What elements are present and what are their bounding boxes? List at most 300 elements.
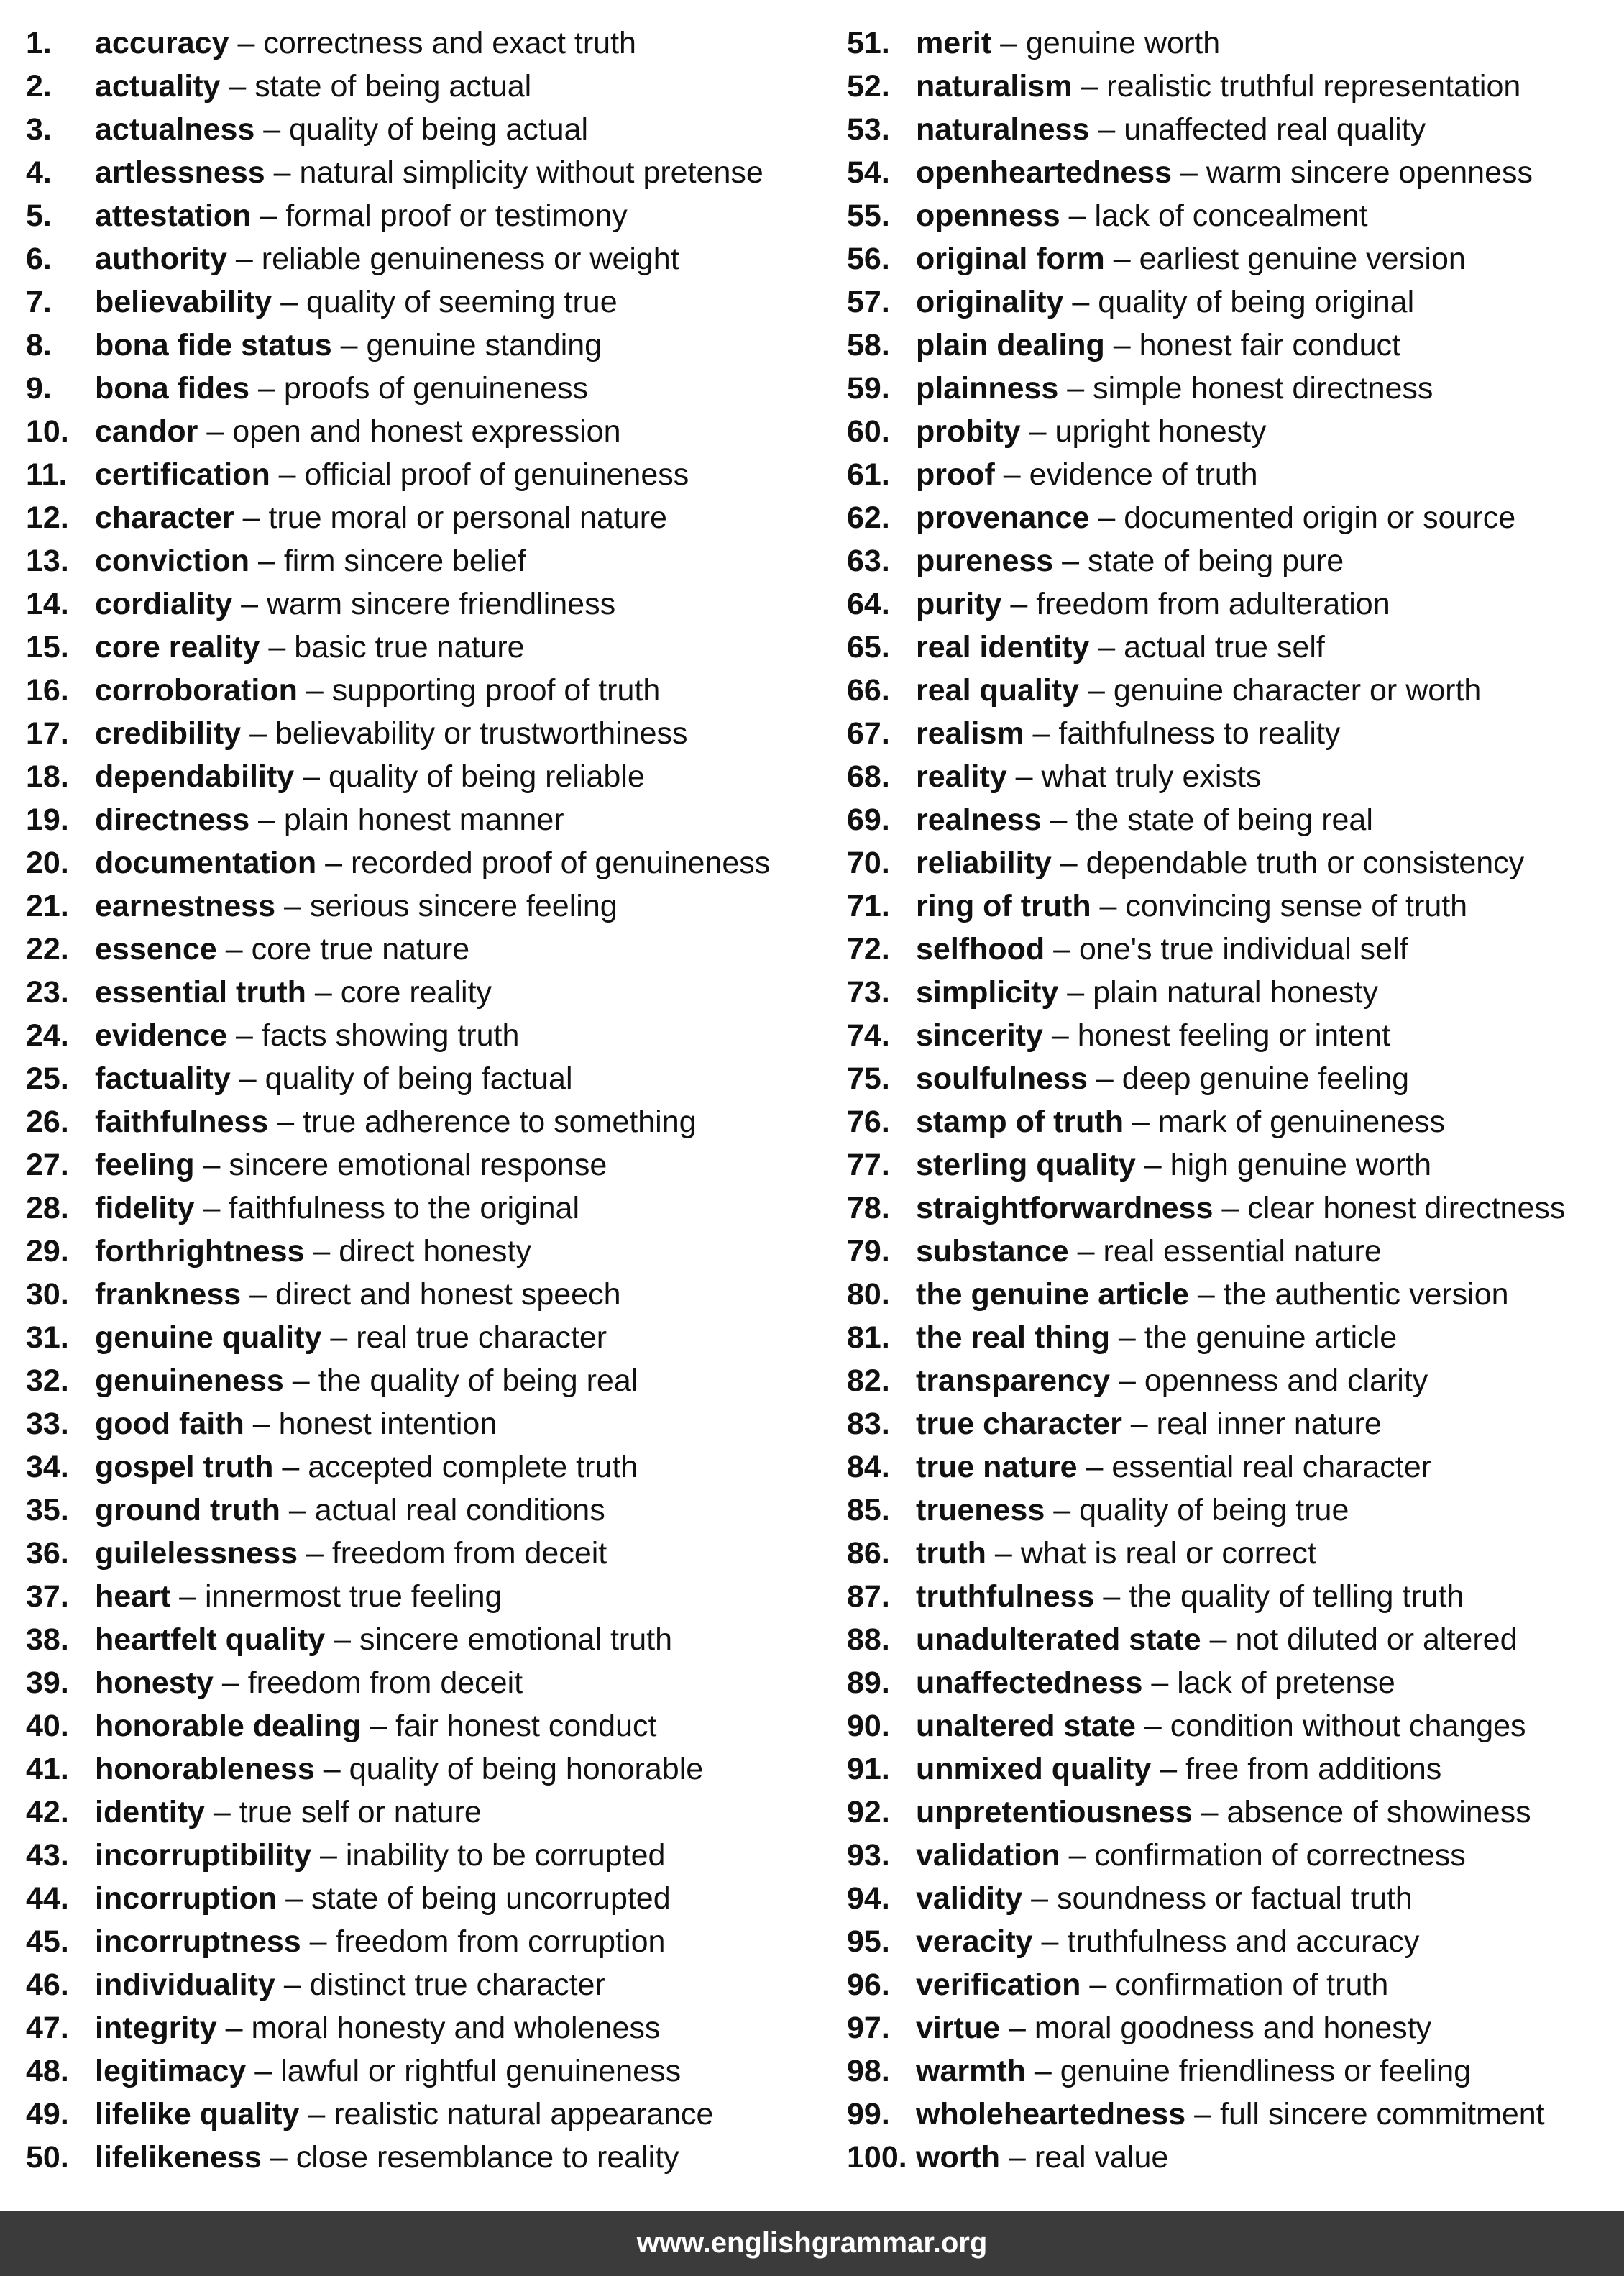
list-item bbox=[26, 108, 831, 151]
item-definition: correctness and exact truth bbox=[263, 26, 636, 60]
item-term: corroboration bbox=[95, 673, 298, 708]
item-definition: full sincere commitment bbox=[1220, 2097, 1545, 2131]
item-definition: real inner nature bbox=[1156, 1407, 1382, 1441]
item-number: 3. bbox=[26, 112, 52, 147]
item-term: the genuine article bbox=[916, 1277, 1189, 1312]
item-definition: high genuine worth bbox=[1170, 1148, 1432, 1182]
list-item bbox=[26, 1489, 831, 1532]
item-term: validation bbox=[916, 1838, 1060, 1873]
item-term: merit bbox=[916, 26, 992, 60]
list-item bbox=[847, 1359, 1616, 1402]
item-term: proof bbox=[916, 457, 995, 492]
item-term: actuality bbox=[95, 69, 221, 104]
item-separator: – bbox=[204, 1795, 239, 1829]
item-separator: – bbox=[1020, 414, 1055, 449]
item-definition: state of being actual bbox=[254, 69, 532, 104]
item-number: 15. bbox=[26, 630, 69, 664]
item-definition: reliable genuineness or weight bbox=[261, 242, 679, 276]
list-item bbox=[26, 194, 831, 237]
item-definition: faithfulness to the original bbox=[229, 1191, 580, 1225]
item-term: guilelessness bbox=[95, 1536, 298, 1571]
item-separator: – bbox=[1110, 1363, 1144, 1398]
item-term: unaffectedness bbox=[916, 1665, 1143, 1700]
item-definition: freedom from deceit bbox=[331, 1536, 607, 1571]
item-separator: – bbox=[261, 2140, 296, 2175]
item-number: 64. bbox=[847, 587, 890, 621]
list-item bbox=[847, 1100, 1616, 1143]
item-definition: serious sincere feeling bbox=[309, 889, 618, 923]
item-definition: confirmation of correctness bbox=[1094, 1838, 1466, 1873]
list-item bbox=[26, 1877, 831, 1920]
item-definition: quality of being actual bbox=[289, 112, 589, 147]
item-number: 38. bbox=[26, 1622, 69, 1657]
item-definition: free from additions bbox=[1185, 1752, 1442, 1786]
item-term: essential truth bbox=[95, 975, 306, 1010]
item-term: incorruptibility bbox=[95, 1838, 311, 1873]
item-separator: – bbox=[1060, 198, 1095, 233]
item-separator: – bbox=[294, 759, 329, 794]
item-term: gospel truth bbox=[95, 1450, 274, 1484]
item-number: 8. bbox=[26, 328, 52, 362]
item-definition: freedom from corruption bbox=[335, 1924, 666, 1959]
list-item bbox=[847, 755, 1616, 798]
item-number: 91. bbox=[847, 1752, 890, 1786]
item-definition: direct and honest speech bbox=[275, 1277, 621, 1312]
item-term: certification bbox=[95, 457, 270, 492]
list-item bbox=[847, 712, 1616, 755]
list-item bbox=[847, 1661, 1616, 1704]
item-number: 7. bbox=[26, 285, 52, 319]
item-term: fidelity bbox=[95, 1191, 195, 1225]
item-term: validity bbox=[916, 1881, 1023, 1916]
item-definition: natural simplicity without pretense bbox=[299, 155, 763, 190]
item-number: 80. bbox=[847, 1277, 890, 1312]
item-definition: essential real character bbox=[1111, 1450, 1431, 1484]
list-item bbox=[26, 1316, 831, 1359]
item-definition: core true nature bbox=[251, 932, 470, 966]
item-separator: – bbox=[1087, 1061, 1122, 1096]
item-separator: – bbox=[1151, 1752, 1186, 1786]
item-term: substance bbox=[916, 1234, 1069, 1269]
item-separator: – bbox=[316, 846, 351, 880]
list-item bbox=[847, 841, 1616, 885]
item-number: 82. bbox=[847, 1363, 890, 1398]
item-term: honorableness bbox=[95, 1752, 315, 1786]
item-term: feeling bbox=[95, 1148, 195, 1182]
item-number: 63. bbox=[847, 544, 890, 578]
list-item bbox=[847, 1791, 1616, 1834]
item-term: earnestness bbox=[95, 889, 275, 923]
item-number: 5. bbox=[26, 198, 52, 233]
item-definition: facts showing truth bbox=[261, 1018, 520, 1053]
item-separator: – bbox=[1001, 587, 1037, 621]
item-definition: formal proof or testimony bbox=[285, 198, 628, 233]
list-item bbox=[847, 1704, 1616, 1747]
item-term: soulfulness bbox=[916, 1061, 1088, 1096]
item-separator: – bbox=[1022, 1881, 1057, 1916]
item-number: 100. bbox=[847, 2140, 907, 2175]
item-term: the real thing bbox=[916, 1320, 1110, 1355]
item-number: 72. bbox=[847, 932, 890, 966]
item-definition: not diluted or altered bbox=[1235, 1622, 1518, 1657]
item-number: 76. bbox=[847, 1105, 890, 1139]
item-term: reality bbox=[916, 759, 1007, 794]
item-number: 99. bbox=[847, 2097, 890, 2131]
item-definition: real true character bbox=[356, 1320, 607, 1355]
item-term: provenance bbox=[916, 501, 1090, 535]
item-separator: – bbox=[1081, 1967, 1116, 2002]
list-item bbox=[847, 971, 1616, 1014]
item-number: 56. bbox=[847, 242, 890, 276]
item-number: 75. bbox=[847, 1061, 890, 1096]
item-separator: – bbox=[1025, 2054, 1060, 2088]
item-separator: – bbox=[1041, 803, 1076, 837]
item-number: 54. bbox=[847, 155, 890, 190]
item-separator: – bbox=[1042, 1018, 1078, 1053]
item-term: trueness bbox=[916, 1493, 1045, 1527]
item-number: 84. bbox=[847, 1450, 890, 1484]
item-number: 35. bbox=[26, 1493, 69, 1527]
item-number: 25. bbox=[26, 1061, 69, 1096]
item-separator: – bbox=[194, 1191, 229, 1225]
list-item bbox=[26, 2006, 831, 2049]
item-term: reliability bbox=[916, 846, 1052, 880]
item-term: simplicity bbox=[916, 975, 1059, 1010]
item-term: verification bbox=[916, 1967, 1081, 2002]
item-number: 23. bbox=[26, 975, 69, 1010]
item-definition: moral honesty and wholeness bbox=[251, 2011, 661, 2045]
item-number: 86. bbox=[847, 1536, 890, 1571]
item-separator: – bbox=[321, 1320, 357, 1355]
item-term: genuineness bbox=[95, 1363, 284, 1398]
item-number: 40. bbox=[26, 1709, 69, 1743]
list-item bbox=[26, 324, 831, 367]
list-item bbox=[847, 1445, 1616, 1489]
item-separator: – bbox=[1051, 846, 1086, 880]
item-separator: – bbox=[1000, 2011, 1035, 2045]
item-definition: genuine friendliness or feeling bbox=[1060, 2054, 1472, 2088]
item-number: 61. bbox=[847, 457, 890, 492]
item-term: factuality bbox=[95, 1061, 231, 1096]
item-separator: – bbox=[198, 414, 233, 449]
item-separator: – bbox=[1060, 1838, 1095, 1873]
item-term: probity bbox=[916, 414, 1021, 449]
item-definition: state of being pure bbox=[1088, 544, 1344, 578]
item-number: 51. bbox=[847, 26, 890, 60]
item-separator: – bbox=[249, 544, 284, 578]
item-number: 24. bbox=[26, 1018, 69, 1053]
item-definition: quality of seeming true bbox=[306, 285, 618, 319]
item-number: 70. bbox=[847, 846, 890, 880]
item-number: 48. bbox=[26, 2054, 69, 2088]
item-term: real quality bbox=[916, 673, 1080, 708]
item-number: 68. bbox=[847, 759, 890, 794]
item-term: originality bbox=[916, 285, 1064, 319]
item-number: 11. bbox=[26, 457, 68, 492]
item-number: 9. bbox=[26, 371, 52, 406]
item-separator: – bbox=[268, 1105, 303, 1139]
item-definition: evidence of truth bbox=[1029, 457, 1258, 492]
item-separator: – bbox=[1185, 2097, 1220, 2131]
item-number: 57. bbox=[847, 285, 890, 319]
item-separator: – bbox=[1121, 1407, 1157, 1441]
list-item bbox=[26, 1230, 831, 1273]
item-term: straightforwardness bbox=[916, 1191, 1214, 1225]
item-separator: – bbox=[1192, 1795, 1227, 1829]
list-item bbox=[26, 1704, 831, 1747]
list-item bbox=[847, 1316, 1616, 1359]
item-term: identity bbox=[95, 1795, 205, 1829]
list-item bbox=[26, 237, 831, 280]
item-definition: realistic truthful representation bbox=[1106, 69, 1521, 104]
item-separator: – bbox=[1045, 932, 1079, 966]
item-separator: – bbox=[1053, 544, 1088, 578]
item-definition: moral goodness and honesty bbox=[1034, 2011, 1432, 2045]
list-item bbox=[26, 1187, 831, 1230]
list-item bbox=[847, 1230, 1616, 1273]
list-item bbox=[847, 1618, 1616, 1661]
list-item bbox=[26, 971, 831, 1014]
list-item bbox=[26, 755, 831, 798]
list-item bbox=[847, 2006, 1616, 2049]
list-item bbox=[847, 1273, 1616, 1316]
word-list-left-column bbox=[26, 22, 831, 2179]
item-number: 96. bbox=[847, 1967, 890, 2002]
item-definition: true adherence to something bbox=[303, 1105, 697, 1139]
item-term: good faith bbox=[95, 1407, 244, 1441]
item-number: 94. bbox=[847, 1881, 890, 1916]
item-number: 33. bbox=[26, 1407, 69, 1441]
list-item bbox=[847, 453, 1616, 496]
list-item bbox=[26, 1273, 831, 1316]
item-separator: – bbox=[249, 803, 284, 837]
item-separator: – bbox=[260, 630, 295, 664]
item-term: character bbox=[95, 501, 234, 535]
item-number: 65. bbox=[847, 630, 890, 664]
footer-website-text: www.englishgrammar.org bbox=[636, 2227, 988, 2259]
item-term: selfhood bbox=[916, 932, 1045, 966]
list-item bbox=[847, 1014, 1616, 1057]
item-definition: accepted complete truth bbox=[308, 1450, 638, 1484]
list-item bbox=[26, 22, 831, 65]
item-separator: – bbox=[301, 1924, 336, 1959]
item-definition: warm sincere friendliness bbox=[266, 587, 616, 621]
item-term: true nature bbox=[916, 1450, 1078, 1484]
item-separator: – bbox=[194, 1148, 229, 1182]
item-separator: – bbox=[1104, 328, 1139, 362]
item-definition: real value bbox=[1034, 2140, 1169, 2175]
item-definition: plain honest manner bbox=[283, 803, 564, 837]
item-definition: innermost true feeling bbox=[204, 1579, 503, 1614]
item-number: 43. bbox=[26, 1838, 69, 1873]
item-term: individuality bbox=[95, 1967, 275, 2002]
item-definition: openness and clarity bbox=[1144, 1363, 1428, 1398]
item-separator: – bbox=[277, 1881, 312, 1916]
item-separator: – bbox=[1089, 112, 1124, 147]
word-list-right-column bbox=[847, 22, 1616, 2179]
item-separator: – bbox=[299, 2097, 334, 2131]
item-number: 88. bbox=[847, 1622, 890, 1657]
item-term: believability bbox=[95, 285, 272, 319]
item-separator: – bbox=[986, 1536, 1021, 1571]
item-separator: – bbox=[314, 1752, 349, 1786]
item-number: 87. bbox=[847, 1579, 890, 1614]
item-term: naturalness bbox=[916, 112, 1090, 147]
item-number: 59. bbox=[847, 371, 890, 406]
list-item bbox=[847, 885, 1616, 928]
item-definition: true moral or personal nature bbox=[268, 501, 667, 535]
item-definition: real essential nature bbox=[1103, 1234, 1382, 1269]
item-definition: quality of being reliable bbox=[328, 759, 645, 794]
item-number: 22. bbox=[26, 932, 69, 966]
item-definition: firm sincere belief bbox=[283, 544, 526, 578]
list-item bbox=[847, 280, 1616, 324]
list-item bbox=[847, 582, 1616, 626]
list-item bbox=[26, 841, 831, 885]
item-definition: warm sincere openness bbox=[1206, 155, 1533, 190]
item-number: 14. bbox=[26, 587, 69, 621]
item-definition: lawful or rightful genuineness bbox=[280, 2054, 682, 2088]
item-term: honesty bbox=[95, 1665, 214, 1700]
item-definition: unaffected real quality bbox=[1124, 112, 1426, 147]
item-separator: – bbox=[994, 457, 1029, 492]
item-term: integrity bbox=[95, 2011, 217, 2045]
item-separator: – bbox=[1000, 2140, 1035, 2175]
item-separator: – bbox=[304, 1234, 339, 1269]
list-item bbox=[847, 1143, 1616, 1187]
item-definition: dependable truth or consistency bbox=[1086, 846, 1525, 880]
item-term: realness bbox=[916, 803, 1042, 837]
item-number: 45. bbox=[26, 1924, 69, 1959]
item-definition: proofs of genuineness bbox=[283, 371, 588, 406]
item-definition: open and honest expression bbox=[232, 414, 621, 449]
item-definition: the quality of being real bbox=[318, 1363, 638, 1398]
item-separator: – bbox=[991, 26, 1026, 60]
item-separator: – bbox=[241, 1277, 275, 1312]
item-separator: – bbox=[1058, 975, 1093, 1010]
item-number: 74. bbox=[847, 1018, 890, 1053]
item-definition: truthfulness and accuracy bbox=[1067, 1924, 1420, 1959]
list-item bbox=[847, 22, 1616, 65]
item-separator: – bbox=[1058, 371, 1093, 406]
list-item bbox=[26, 798, 831, 841]
list-item bbox=[847, 626, 1616, 669]
item-term: bona fide status bbox=[95, 328, 332, 362]
item-separator: – bbox=[1089, 501, 1124, 535]
item-definition: quality of being factual bbox=[265, 1061, 573, 1096]
item-definition: quality of being original bbox=[1098, 285, 1415, 319]
item-term: sincerity bbox=[916, 1018, 1043, 1053]
item-number: 98. bbox=[847, 2054, 890, 2088]
item-definition: earliest genuine version bbox=[1139, 242, 1466, 276]
item-number: 47. bbox=[26, 2011, 69, 2045]
item-definition: honest feeling or intent bbox=[1077, 1018, 1390, 1053]
item-term: candor bbox=[95, 414, 198, 449]
item-number: 1. bbox=[26, 26, 52, 60]
list-item bbox=[847, 669, 1616, 712]
item-definition: the state of being real bbox=[1075, 803, 1373, 837]
item-separator: – bbox=[1006, 759, 1042, 794]
list-item bbox=[26, 1747, 831, 1791]
list-item bbox=[847, 798, 1616, 841]
list-item bbox=[847, 2093, 1616, 2136]
list-item bbox=[26, 151, 831, 194]
item-term: essence bbox=[95, 932, 217, 966]
item-number: 95. bbox=[847, 1924, 890, 1959]
item-number: 41. bbox=[26, 1752, 69, 1786]
item-separator: – bbox=[229, 26, 264, 60]
item-definition: honest fair conduct bbox=[1139, 328, 1400, 362]
list-item bbox=[26, 1143, 831, 1187]
list-item bbox=[26, 1445, 831, 1489]
item-number: 92. bbox=[847, 1795, 890, 1829]
item-term: plain dealing bbox=[916, 328, 1105, 362]
item-term: attestation bbox=[95, 198, 252, 233]
list-item bbox=[847, 324, 1616, 367]
list-item bbox=[847, 108, 1616, 151]
item-term: incorruption bbox=[95, 1881, 277, 1916]
item-number: 79. bbox=[847, 1234, 890, 1269]
item-definition: freedom from adulteration bbox=[1036, 587, 1390, 621]
list-item bbox=[26, 1100, 831, 1143]
item-term: forthrightness bbox=[95, 1234, 305, 1269]
item-term: evidence bbox=[95, 1018, 228, 1053]
list-item bbox=[847, 2136, 1616, 2179]
item-definition: genuine standing bbox=[366, 328, 602, 362]
item-definition: basic true nature bbox=[294, 630, 525, 664]
item-number: 34. bbox=[26, 1450, 69, 1484]
item-definition: genuine worth bbox=[1025, 26, 1221, 60]
item-number: 55. bbox=[847, 198, 890, 233]
item-definition: actual true self bbox=[1124, 630, 1325, 664]
item-term: artlessness bbox=[95, 155, 265, 190]
item-term: plainness bbox=[916, 371, 1059, 406]
item-definition: recorded proof of genuineness bbox=[350, 846, 771, 880]
item-term: incorruptness bbox=[95, 1924, 301, 1959]
list-item bbox=[26, 712, 831, 755]
item-number: 20. bbox=[26, 846, 69, 880]
item-separator: – bbox=[1089, 630, 1124, 664]
list-item bbox=[847, 194, 1616, 237]
item-term: openheartedness bbox=[916, 155, 1173, 190]
item-definition: one's true individual self bbox=[1078, 932, 1408, 966]
item-definition: lack of concealment bbox=[1094, 198, 1368, 233]
item-term: realism bbox=[916, 716, 1024, 751]
item-term: ring of truth bbox=[916, 889, 1091, 923]
item-number: 6. bbox=[26, 242, 52, 276]
item-term: actualness bbox=[95, 112, 255, 147]
item-separator: – bbox=[325, 1622, 359, 1657]
item-definition: soundness or factual truth bbox=[1056, 1881, 1413, 1916]
list-item bbox=[26, 1791, 831, 1834]
list-item bbox=[26, 1402, 831, 1445]
list-item bbox=[26, 626, 831, 669]
list-item bbox=[847, 237, 1616, 280]
item-definition: documented origin or source bbox=[1124, 501, 1516, 535]
item-term: core reality bbox=[95, 630, 260, 664]
item-separator: – bbox=[1142, 1665, 1178, 1700]
item-separator: – bbox=[1077, 1450, 1112, 1484]
item-definition: faithfulness to reality bbox=[1058, 716, 1341, 751]
item-number: 46. bbox=[26, 1967, 69, 2002]
list-item bbox=[26, 928, 831, 971]
item-separator: – bbox=[298, 1536, 332, 1571]
list-item bbox=[847, 1834, 1616, 1877]
item-definition: direct honesty bbox=[339, 1234, 531, 1269]
item-number: 16. bbox=[26, 673, 69, 708]
item-definition: plain natural honesty bbox=[1093, 975, 1378, 1010]
item-separator: – bbox=[280, 1493, 315, 1527]
